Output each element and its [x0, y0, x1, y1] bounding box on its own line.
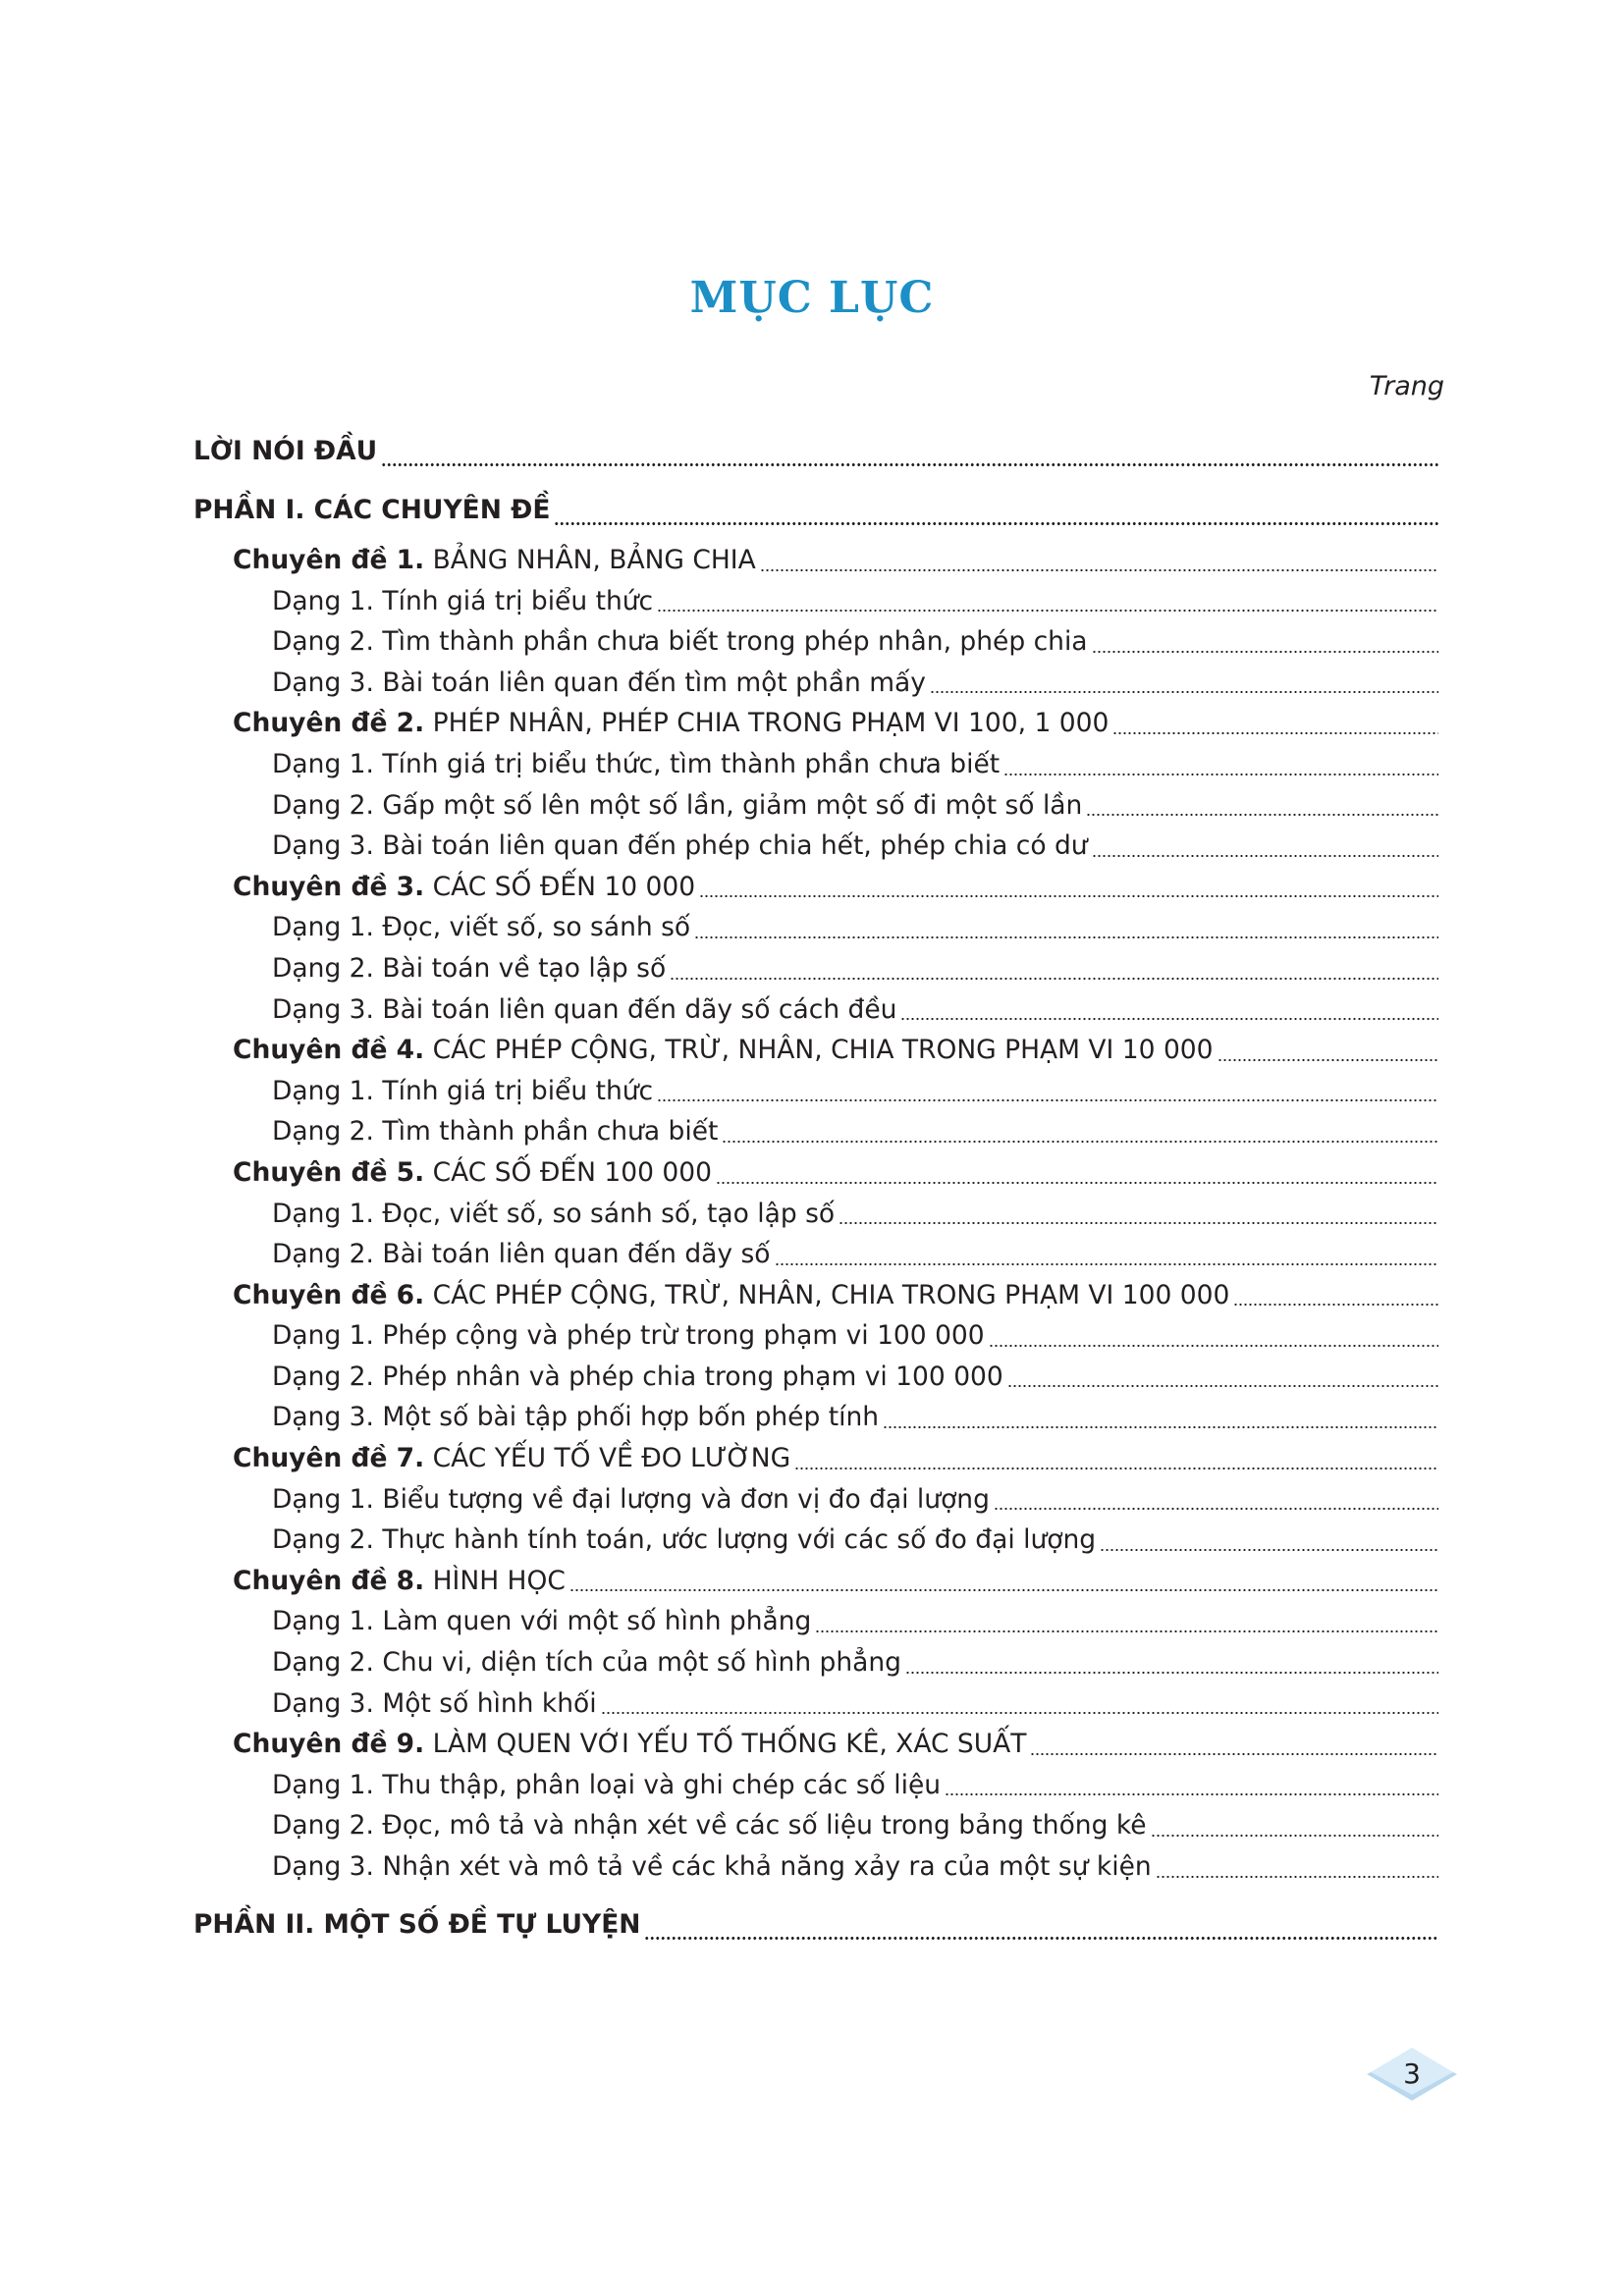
dot-leader: [569, 1589, 1438, 1591]
toc-entry-label: Dạng 1. Phép cộng và phép trừ trong phạm vi 100 000: [272, 1320, 985, 1352]
toc-entry-label: [233, 867, 695, 908]
dot-leader: [1086, 814, 1438, 816]
dot-leader: [1218, 1059, 1438, 1061]
dot-leader: [1233, 1304, 1438, 1306]
toc-entry-form: [193, 907, 1438, 948]
dot-leader: [699, 895, 1438, 897]
toc-entry-part: [193, 422, 1438, 481]
toc-entry-form: [193, 1805, 1438, 1846]
page-number: 3: [1403, 2057, 1421, 2090]
toc-entry-label: Dạng 3. Bài toán liên quan đến tìm một phần mấy: [272, 667, 926, 698]
dot-leader: [554, 522, 1438, 525]
dot-leader: [1156, 1876, 1438, 1878]
toc-entry-topic: [193, 1030, 1438, 1071]
toc-entry-form: [193, 1846, 1438, 1888]
dot-leader: [839, 1222, 1438, 1224]
toc-entry-form: [193, 1601, 1438, 1642]
toc-entry-part: [193, 1896, 1438, 1954]
toc-entry-label: Dạng 3. Một số bài tập phối hợp bốn phép tính: [272, 1402, 880, 1433]
toc-entry-label: Dạng 1. Làm quen với một số hình phẳng: [272, 1606, 812, 1637]
topic-title: CÁC PHÉP CỘNG, TRỪ, NHÂN, CHIA TRONG PHẠM VI 10 000: [424, 1035, 1214, 1066]
toc-entry-label: [233, 1152, 712, 1194]
topic-number: Chuyên đề 6.: [233, 1279, 425, 1310]
topic-title: PHÉP NHÂN, PHÉP CHIA TRONG PHẠM VI 100, 1 000: [424, 708, 1110, 739]
toc-entry-label: [233, 1030, 1214, 1071]
toc-entry-form: [193, 621, 1438, 663]
toc-entry-form: [193, 826, 1438, 867]
dot-leader: [760, 569, 1438, 571]
dot-leader: [670, 978, 1438, 980]
toc-entry-topic: [193, 1724, 1438, 1765]
dot-leader: [775, 1263, 1438, 1265]
toc-entry-label: [233, 1561, 566, 1602]
toc-entry-label: [233, 540, 756, 581]
dot-leader: [716, 1182, 1438, 1184]
topic-title: CÁC SỐ ĐẾN 10 000: [424, 871, 696, 902]
toc-entry-topic: [193, 540, 1438, 581]
dot-leader: [601, 1712, 1438, 1714]
toc-entry-topic: [193, 1561, 1438, 1602]
toc-entry-form: [193, 1357, 1438, 1398]
page-number-badge: [1367, 2048, 1457, 2101]
toc-entry-form: [193, 1315, 1438, 1357]
dot-leader: [794, 1468, 1438, 1469]
toc-entry-form: [193, 1071, 1438, 1112]
dot-leader: [930, 691, 1438, 693]
dot-leader: [1092, 855, 1438, 857]
topic-number: Chuyên đề 1.: [233, 545, 425, 575]
toc-entry-label: [233, 1724, 1026, 1765]
toc-entry-form: [193, 1111, 1438, 1152]
toc-entry-topic: [193, 867, 1438, 908]
toc-entry-label: Dạng 1. Thu thập, phân loại và ghi chép các số liệu: [272, 1769, 942, 1800]
dot-leader: [1151, 1835, 1438, 1837]
toc-entry-label: Dạng 1. Đọc, viết số, so sánh số, tạo lập số: [272, 1198, 836, 1229]
toc-entry-label: Dạng 2. Thực hành tính toán, ước lượng với các số đo đại lượng: [272, 1524, 1097, 1556]
toc-entry-form: [193, 948, 1438, 989]
topic-title: LÀM QUEN VỚI YẾU TỐ THỐNG KÊ, XÁC SUẤT: [424, 1729, 1027, 1760]
toc-entry-topic: [193, 703, 1438, 744]
dot-leader: [657, 610, 1438, 612]
toc-entry-label: Dạng 3. Bài toán liên quan đến dãy số cách đều: [272, 993, 897, 1025]
toc-entry-form: [193, 989, 1438, 1031]
toc-entry-form: [193, 663, 1438, 704]
toc-entry-form: [193, 785, 1438, 827]
dot-leader: [1007, 1385, 1438, 1387]
toc-entry-label: Dạng 1. Đọc, viết số, so sánh số: [272, 912, 691, 943]
dot-leader: [1112, 732, 1438, 734]
topic-title: CÁC PHÉP CỘNG, TRỪ, NHÂN, CHIA TRONG PHẠM VI 100 000: [424, 1279, 1230, 1310]
topic-number: Chuyên đề 3.: [233, 871, 425, 902]
toc-entry-label: LỜI NÓI ĐẦU: [193, 436, 378, 466]
dot-leader: [815, 1630, 1438, 1632]
topic-title: CÁC SỐ ĐẾN 100 000: [424, 1156, 712, 1188]
toc-entry-topic: [193, 1438, 1438, 1479]
toc-entry-label: Dạng 2. Tìm thành phần chưa biết trong phép nhân, phép chia: [272, 626, 1088, 658]
toc-entry-form: [193, 1234, 1438, 1275]
dot-leader: [657, 1099, 1438, 1101]
toc-entry-label: Dạng 1. Biểu tượng về đại lượng và đơn vị đo đại lượng: [272, 1483, 990, 1515]
dot-leader: [694, 936, 1438, 938]
toc-entry-label: PHẦN I. CÁC CHUYÊN ĐỀ: [193, 495, 551, 525]
topic-number: Chuyên đề 9.: [233, 1729, 425, 1760]
toc-entry-label: Dạng 1. Tính giá trị biểu thức, tìm thành phần chưa biết: [272, 748, 1001, 779]
topic-number: Chuyên đề 4.: [233, 1035, 425, 1066]
dot-leader: [945, 1793, 1438, 1795]
toc-entry-label: Dạng 1. Tính giá trị biểu thức: [272, 585, 654, 616]
page-column-label: Trang: [1369, 371, 1444, 401]
toc-entry-label: [233, 1275, 1229, 1316]
dot-leader: [989, 1345, 1438, 1347]
toc-entry-label: Dạng 3. Bài toán liên quan đến phép chia hết, phép chia có dư: [272, 830, 1088, 862]
toc-entry-label: [233, 1438, 790, 1479]
topic-title: BẢNG NHÂN, BẢNG CHIA: [424, 545, 756, 575]
dot-leader: [1092, 651, 1438, 653]
toc-entry-label: Dạng 2. Bài toán liên quan đến dãy số: [272, 1239, 771, 1270]
dot-leader: [644, 1937, 1438, 1940]
toc-entry-label: Dạng 2. Đọc, mô tả và nhận xét về các số liệu trong bảng thống kê: [272, 1810, 1147, 1842]
toc-entry-form: [193, 1683, 1438, 1725]
toc-entry-part: [193, 481, 1438, 540]
topic-number: Chuyên đề 7.: [233, 1443, 425, 1474]
toc-entry-form: [193, 1642, 1438, 1683]
dot-leader: [722, 1141, 1438, 1143]
topic-number: Chuyên đề 5.: [233, 1156, 425, 1188]
topic-title: HÌNH HỌC: [424, 1565, 566, 1596]
dot-leader: [994, 1508, 1438, 1510]
toc-entry-topic: [193, 1152, 1438, 1194]
toc-entry-label: Dạng 2. Gấp một số lên một số lần, giảm một số đi một số lần: [272, 789, 1083, 821]
toc-entry-label: Dạng 2. Phép nhân và phép chia trong phạm vi 100 000: [272, 1361, 1003, 1392]
toc-entry-label: Dạng 1. Tính giá trị biểu thức: [272, 1075, 654, 1106]
dot-leader: [1100, 1549, 1438, 1551]
toc-entry-form: [193, 1520, 1438, 1561]
topic-number: Chuyên đề 8.: [233, 1565, 425, 1596]
topic-number: Chuyên đề 2.: [233, 708, 425, 739]
toc-entry-label: Dạng 3. Nhận xét và mô tả về các khả năng xảy ra của một sự kiện: [272, 1851, 1152, 1882]
toc-entry-label: Dạng 2. Chu vi, diện tích của một số hình phẳng: [272, 1647, 902, 1679]
toc-entry-form: [193, 1765, 1438, 1806]
toc-entry-topic: [193, 1275, 1438, 1316]
toc-entry-label: Dạng 3. Một số hình khối: [272, 1687, 597, 1719]
dot-leader: [905, 1672, 1438, 1674]
toc-entry-label: Dạng 2. Bài toán về tạo lập số: [272, 952, 667, 984]
topic-title: CÁC YẾU TỐ VỀ ĐO LƯỜNG: [424, 1443, 791, 1474]
toc-entry-form: [193, 744, 1438, 785]
page-title: MỤC LỤC: [689, 273, 935, 323]
dot-leader: [883, 1426, 1438, 1428]
toc-entry-label: [233, 703, 1109, 744]
toc-entry-label: Dạng 2. Tìm thành phần chưa biết: [272, 1116, 719, 1148]
toc-entry-form: [193, 1479, 1438, 1521]
dot-leader: [1030, 1753, 1438, 1755]
table-of-contents: [193, 422, 1438, 1954]
toc-entry-form: [193, 1397, 1438, 1438]
dot-leader: [381, 463, 1438, 466]
toc-entry-form: [193, 1194, 1438, 1235]
toc-entry-label: PHẦN II. MỘT SỐ ĐỀ TỰ LUYỆN: [193, 1908, 641, 1940]
dot-leader: [900, 1018, 1438, 1020]
toc-entry-form: [193, 581, 1438, 622]
dot-leader: [1003, 774, 1438, 775]
